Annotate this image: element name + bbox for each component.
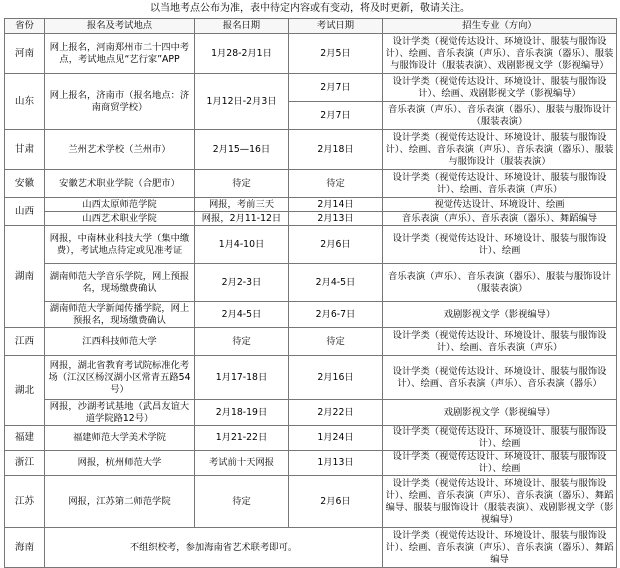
cell-province: 江西	[5, 328, 45, 356]
cell-registration-date: 1月28-2月1日	[195, 34, 289, 74]
row-anhui	[5, 170, 617, 198]
cell-registration-date: 2月15—16日	[195, 130, 289, 170]
cell-majors: 视觉传达设计、环境设计、绘画	[383, 198, 617, 212]
cell-majors: 设计学类（视觉传达设计、环境设计、服装与服饰设计）、绘画、音乐表演（声乐）、音乐表演（器乐）、服装与服饰设计（服装表演）、戏剧影视文学（影视编导）	[383, 34, 617, 74]
cell-registration-date: 2月4-5日	[195, 302, 289, 328]
cell-registration-date: 待定	[195, 328, 289, 356]
cell-registration-date: 2月2-3日	[195, 264, 289, 302]
cell-exam-date: 待定	[289, 328, 383, 356]
cell-majors: 设计学类（视觉传达设计、环境设计、服装与服饰设计）、绘画、音乐表演（声乐）、音乐表演（器乐）、服装与服饰设计（服装表演）	[383, 130, 617, 170]
cell-exam-date: 2月6日	[289, 476, 383, 528]
row-zhejiang	[5, 451, 617, 476]
row-hunan-2	[5, 264, 617, 302]
cell-province: 江苏	[5, 476, 45, 528]
cell-exam-date: 2月7日	[289, 74, 383, 102]
row-henan	[5, 34, 617, 74]
cell-location: 网报，沙湖考试基地（武昌友谊大道学院路12号）	[45, 400, 195, 426]
cell-registration-date: 1月21-22日	[195, 426, 289, 451]
cell-exam-date: 2月13日	[289, 212, 383, 226]
cell-majors: 戏剧影视文学（影视编导）	[383, 400, 617, 426]
cell-province: 浙江	[5, 451, 45, 476]
cell-location: 网报，中南林业科技大学（集中缴费），考试地点待定或见准考证	[45, 226, 195, 264]
cell-province: 河南	[5, 34, 45, 74]
cell-exam-date: 2月6日	[289, 226, 383, 264]
row-shanxi-1	[5, 198, 617, 212]
cell-location: 网报，杭州师范大学	[45, 451, 195, 476]
row-hunan-1	[5, 226, 617, 264]
cell-majors: 音乐表演（声乐）、音乐表演（器乐）、舞蹈编导	[383, 212, 617, 226]
cell-location: 网报，湖北省教育考试院标准化考场（江汉区杨汊湖小区常青五路54号）	[45, 356, 195, 400]
cell-remark: 不组织校考，参加海南省艺术联考即可。	[45, 528, 383, 568]
cell-registration-date: 考试前十天网报	[195, 451, 289, 476]
table-body	[5, 34, 617, 568]
cell-registration-date: 网报，2月11-12日	[195, 212, 289, 226]
cell-location: 湖南师范大学新闻传播学院，网上预报名，现场缴费确认	[45, 302, 195, 328]
cell-registration-date: 1月12日-2月3日	[195, 74, 289, 130]
cell-exam-date: 1月13日	[289, 451, 383, 476]
cell-exam-date: 2月16日	[289, 356, 383, 400]
cell-exam-date: 2月5日	[289, 34, 383, 74]
cell-province: 海南	[5, 528, 45, 568]
cell-majors: 设计学类（视觉传达设计、环境设计、服装与服饰设计）、绘画、戏剧影视文学（影视编导）	[383, 74, 617, 102]
cell-registration-date: 2月18-19日	[195, 400, 289, 426]
cell-majors: 设计学类（视觉传达设计、环境设计、服装与服饰设计）、绘画	[383, 226, 617, 264]
row-jiangxi	[5, 328, 617, 356]
row-shanxi-2	[5, 212, 617, 226]
cell-majors: 设计学类（视觉传达设计、环境设计、服装与服饰设计）、绘画、音乐表演（声乐）、音乐表演（器乐）、舞蹈编导	[383, 528, 617, 568]
header-province: 省份	[5, 19, 45, 34]
cell-exam-date: 2月4-5日	[289, 264, 383, 302]
header-registration-date: 报名日期	[195, 19, 289, 34]
cell-province: 湖北	[5, 356, 45, 426]
row-jiangsu	[5, 476, 617, 528]
cell-location: 兰州艺术学校（兰州市）	[45, 130, 195, 170]
row-shandong-1	[5, 74, 617, 102]
notice-text: 以当地考点公布为准，表中待定内容或有变动，将及时更新，敬请关注。	[150, 3, 470, 14]
cell-exam-date: 待定	[289, 170, 383, 198]
cell-exam-date: 2月18日	[289, 130, 383, 170]
cell-exam-date: 2月7日	[289, 102, 383, 130]
cell-registration-date: 待定	[195, 476, 289, 528]
cell-province: 湖南	[5, 226, 45, 328]
cell-exam-date: 1月24日	[289, 426, 383, 451]
cell-registration-date: 1月17-18日	[195, 356, 289, 400]
cell-province: 山东	[5, 74, 45, 130]
cell-exam-date: 2月14日	[289, 198, 383, 212]
cell-location: 网上报名，河南郑州市二十四中考点，考试地点见“艺行家”APP	[45, 34, 195, 74]
cell-exam-date: 2月6-7日	[289, 302, 383, 328]
row-hainan	[5, 528, 617, 568]
exam-schedule-table	[4, 18, 617, 568]
cell-province: 福建	[5, 426, 45, 451]
cell-registration-date: 待定	[195, 170, 289, 198]
cell-majors: 设计学类（视觉传达设计、环境设计、服装与服饰设计）、绘画	[383, 426, 617, 451]
cell-majors: 设计学类（视觉传达设计、环境设计、服装与服饰设计）、绘画、音乐表演（声乐）、音乐表演（器乐）	[383, 356, 617, 400]
cell-registration-date: 1月4-10日	[195, 226, 289, 264]
header-row	[5, 19, 617, 34]
row-hubei-2	[5, 400, 617, 426]
cell-majors: 音乐表演（声乐）、音乐表演（器乐）、服装与服饰设计（服装表演）	[383, 264, 617, 302]
header-exam-date: 考试日期	[289, 19, 383, 34]
row-hubei-1	[5, 356, 617, 400]
row-gansu	[5, 130, 617, 170]
header-location: 报名及考试地点	[45, 19, 195, 34]
cell-majors: 设计学类（视觉传达设计、环境设计、服装与服饰设计）、绘画、音乐表演（声乐）	[383, 170, 617, 198]
cell-location: 湖南师范大学音乐学院，网上预报名，现场缴费确认	[45, 264, 195, 302]
cell-location: 福建师范大学美术学院	[45, 426, 195, 451]
cell-location: 山西太原师范学院	[45, 198, 195, 212]
cell-location: 山西艺术职业学院	[45, 212, 195, 226]
cell-majors: 设计学类（视觉传达设计、环境设计、服装与服饰设计）、绘画	[383, 451, 617, 476]
cell-province: 甘肃	[5, 130, 45, 170]
cell-majors: 设计学类（视觉传达设计、环境设计、服装与服饰设计）、绘画、音乐表演（声乐）、音乐表演（器乐）、舞蹈编导、服装与服饰设计（服装表演）、戏剧影视文学（影视编导）	[383, 476, 617, 528]
cell-location: 安徽艺术职业学院（合肥市）	[45, 170, 195, 198]
cell-registration-date: 网报，考前三天	[195, 198, 289, 212]
cell-majors: 设计学类（视觉传达设计、环境设计、服装与服饰设计）、绘画、音乐表演（声乐）	[383, 328, 617, 356]
cell-majors: 戏剧影视文学（影视编导）	[383, 302, 617, 328]
cell-majors: 音乐表演（声乐）、音乐表演（器乐）、服装与服饰设计（服装表演）	[383, 102, 617, 130]
row-fujian	[5, 426, 617, 451]
cell-location: 网上报名，济南市（报名地点：济南商贸学校）	[45, 74, 195, 130]
cell-exam-date: 2月22日	[289, 400, 383, 426]
header-majors: 招生专业（方向）	[383, 19, 617, 34]
row-hunan-3	[5, 302, 617, 328]
cell-location: 江西科技师范大学	[45, 328, 195, 356]
cell-province: 山西	[5, 198, 45, 226]
cell-location: 网报，江苏第二师范学院	[45, 476, 195, 528]
cell-province: 安徽	[5, 170, 45, 198]
